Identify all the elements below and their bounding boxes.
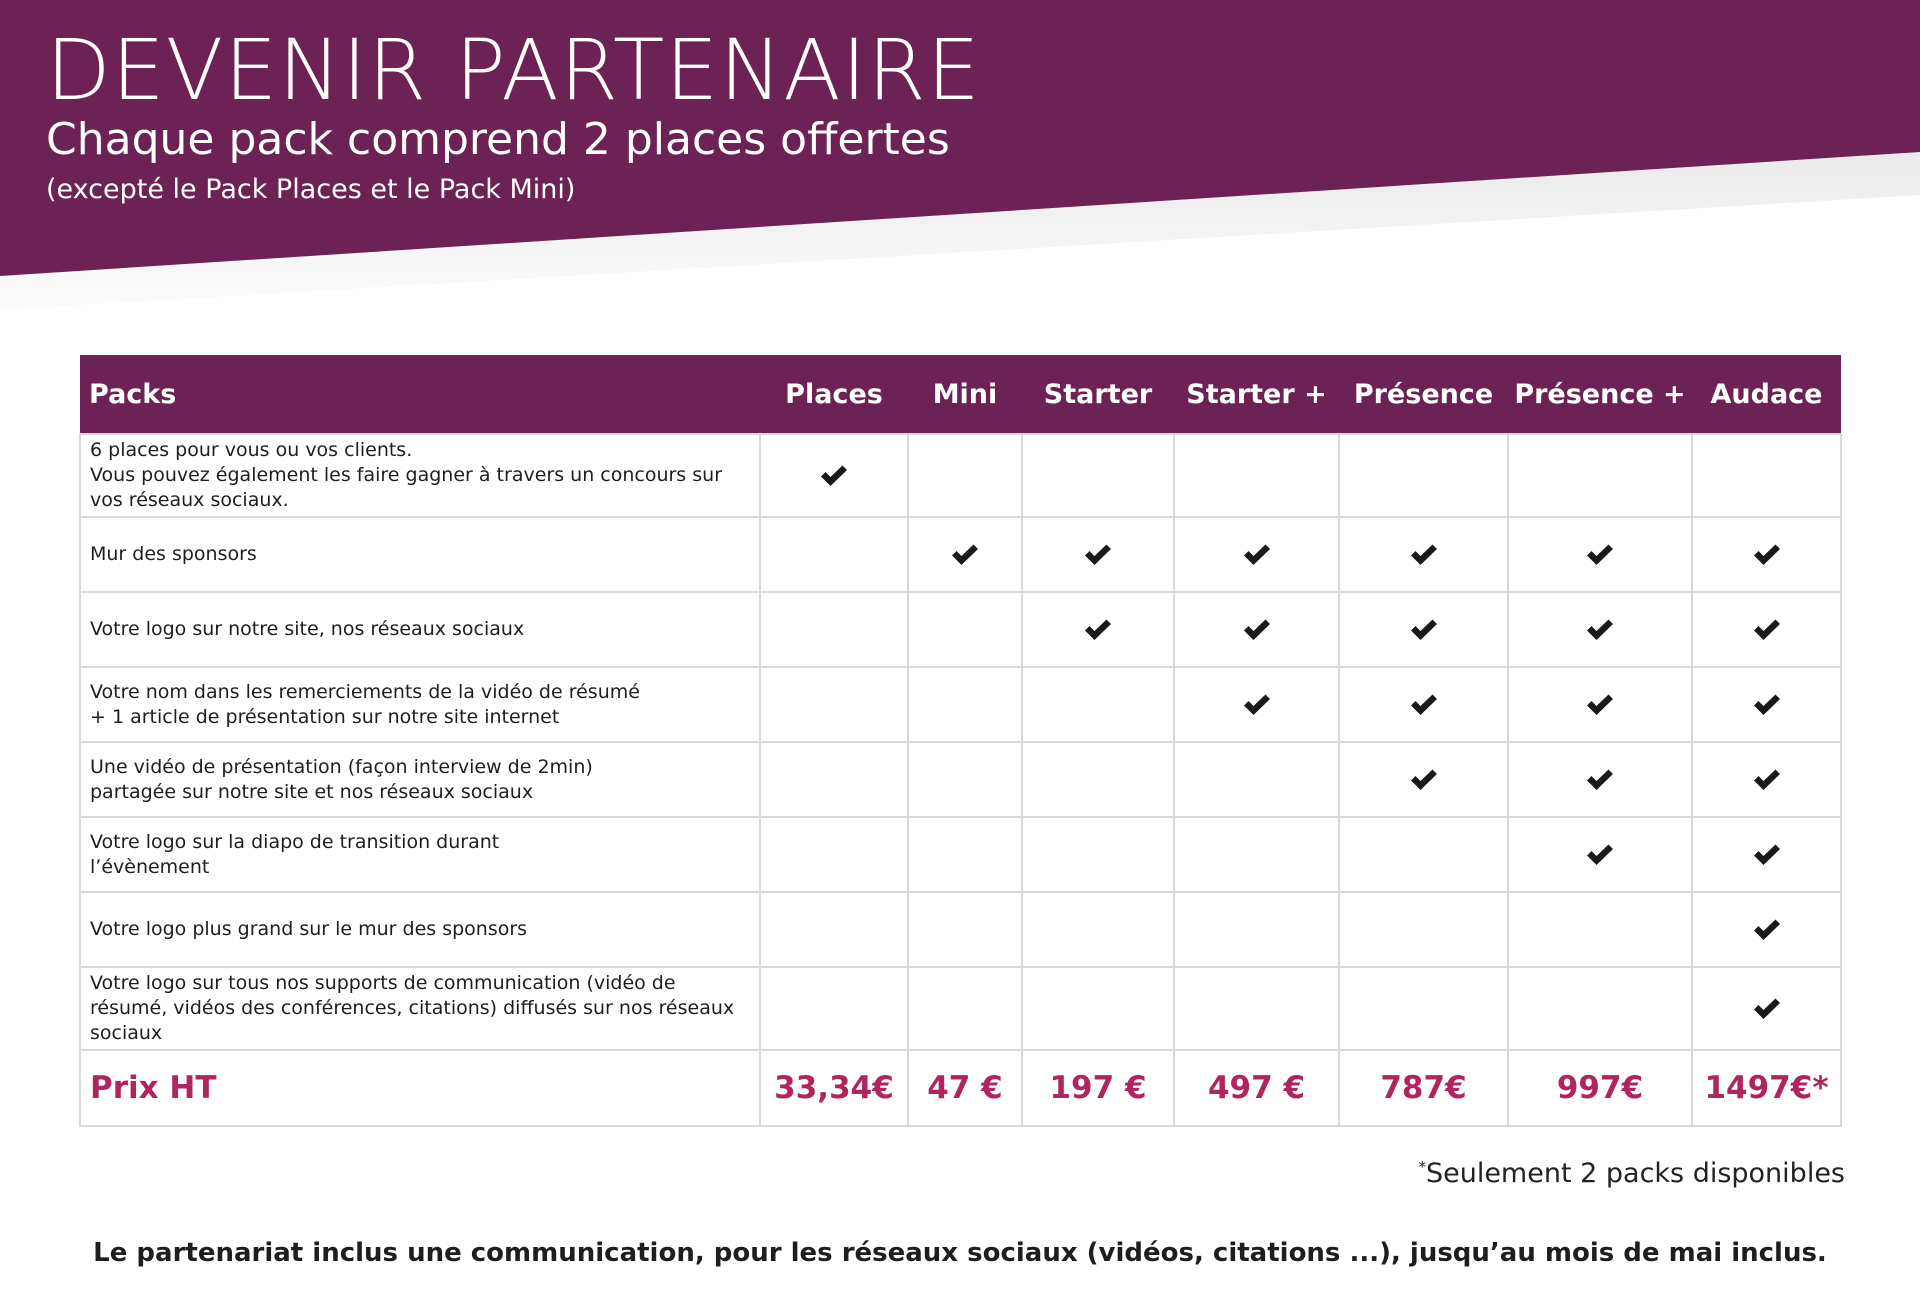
feature-label: Une vidéo de présentation (façon interview de 2min) partagée sur notre site et nos réseaux sociaux xyxy=(80,742,760,817)
check-cell xyxy=(1174,892,1339,967)
check-cell xyxy=(1022,892,1174,967)
check-cell xyxy=(1174,592,1339,667)
feature-label: Votre nom dans les remerciements de la vidéo de résumé + 1 article de présentation sur notre site internet xyxy=(80,667,760,742)
check-cell xyxy=(760,434,908,517)
check-cell xyxy=(1022,667,1174,742)
check-cell xyxy=(1339,517,1508,592)
checkmark-icon xyxy=(1409,768,1439,792)
check-cell xyxy=(908,517,1022,592)
check-cell xyxy=(1339,967,1508,1050)
table-row xyxy=(80,592,1841,667)
check-cell xyxy=(1508,967,1692,1050)
check-cell xyxy=(1339,667,1508,742)
check-cell xyxy=(1174,967,1339,1050)
check-cell xyxy=(1339,434,1508,517)
header-pack-presence: Présence xyxy=(1339,355,1508,434)
checkmark-icon xyxy=(1409,618,1439,642)
checkmark-icon xyxy=(1242,618,1272,642)
check-cell xyxy=(1174,517,1339,592)
check-cell xyxy=(760,892,908,967)
table-row xyxy=(80,892,1841,967)
check-cell xyxy=(908,742,1022,817)
price-starter-plus: 497 € xyxy=(1174,1050,1339,1126)
check-cell xyxy=(1692,967,1841,1050)
checkmark-icon xyxy=(1409,693,1439,717)
check-cell xyxy=(1022,517,1174,592)
checkmark-icon xyxy=(1409,543,1439,567)
checkmark-icon xyxy=(1242,543,1272,567)
checkmark-icon xyxy=(1585,693,1615,717)
check-cell xyxy=(1174,817,1339,892)
table-row xyxy=(80,434,1841,517)
check-cell xyxy=(760,967,908,1050)
table-row xyxy=(80,667,1841,742)
checkmark-icon xyxy=(1752,997,1782,1021)
price-places: 33,34€ xyxy=(760,1050,908,1126)
checkmark-icon xyxy=(1752,768,1782,792)
page-subtitle-note: (excepté le Pack Places et le Pack Mini) xyxy=(46,174,576,205)
price-label: Prix HT xyxy=(80,1050,760,1126)
check-cell xyxy=(908,667,1022,742)
checkmark-icon xyxy=(1585,543,1615,567)
checkmark-icon xyxy=(1083,543,1113,567)
check-cell xyxy=(760,817,908,892)
price-starter: 197 € xyxy=(1022,1050,1174,1126)
price-presence-plus: 997€ xyxy=(1508,1050,1692,1126)
checkmark-icon xyxy=(950,543,980,567)
feature-label: Mur des sponsors xyxy=(80,517,760,592)
table-row xyxy=(80,742,1841,817)
check-cell xyxy=(1692,667,1841,742)
feature-label: Votre logo plus grand sur le mur des sponsors xyxy=(80,892,760,967)
check-cell xyxy=(1692,817,1841,892)
checkmark-icon xyxy=(1585,843,1615,867)
table-row xyxy=(80,817,1841,892)
checkmark-icon xyxy=(819,464,849,488)
check-cell xyxy=(908,434,1022,517)
checkmark-icon xyxy=(1083,618,1113,642)
check-cell xyxy=(908,592,1022,667)
check-cell xyxy=(1508,667,1692,742)
table-body xyxy=(80,434,1841,1050)
checkmark-icon xyxy=(1585,768,1615,792)
price-row xyxy=(80,1050,1841,1126)
checkmark-icon xyxy=(1752,693,1782,717)
table-header-row xyxy=(80,355,1841,434)
check-cell xyxy=(1174,667,1339,742)
check-cell xyxy=(1692,434,1841,517)
check-cell xyxy=(1339,817,1508,892)
feature-label: Votre logo sur notre site, nos réseaux sociaux xyxy=(80,592,760,667)
checkmark-icon xyxy=(1752,843,1782,867)
check-cell xyxy=(1508,434,1692,517)
feature-label: Votre logo sur la diapo de transition durant l’évènement xyxy=(80,817,760,892)
check-cell xyxy=(1508,742,1692,817)
check-cell xyxy=(1339,592,1508,667)
check-cell xyxy=(1339,892,1508,967)
checkmark-icon xyxy=(1242,693,1272,717)
page-subtitle: Chaque pack comprend 2 places offertes xyxy=(46,114,950,165)
footer-text: Le partenariat inclus une communication, pour les réseaux sociaux (vidéos, citations ...), jusqu’au mois de mai inclus. xyxy=(93,1238,1827,1268)
check-cell xyxy=(1508,892,1692,967)
availability-footnote xyxy=(1418,1158,1845,1189)
header-pack-starter: Starter xyxy=(1022,355,1174,434)
table-row xyxy=(80,967,1841,1050)
check-cell xyxy=(1339,742,1508,817)
price-audace: 1497€* xyxy=(1692,1050,1841,1126)
check-cell xyxy=(760,517,908,592)
check-cell xyxy=(1174,742,1339,817)
check-cell xyxy=(1692,592,1841,667)
check-cell xyxy=(760,667,908,742)
check-cell xyxy=(1022,967,1174,1050)
check-cell xyxy=(1022,592,1174,667)
check-cell xyxy=(1022,434,1174,517)
check-cell xyxy=(1022,742,1174,817)
check-cell xyxy=(1692,742,1841,817)
checkmark-icon xyxy=(1752,918,1782,942)
checkmark-icon xyxy=(1752,543,1782,567)
check-cell xyxy=(1692,892,1841,967)
feature-label: 6 places pour vous ou vos clients. Vous pouvez également les faire gagner à travers un concours sur vos réseaux sociaux. xyxy=(80,434,760,517)
footnote-text: Seulement 2 packs disponibles xyxy=(1425,1158,1845,1189)
check-cell xyxy=(1022,817,1174,892)
check-cell xyxy=(1508,517,1692,592)
checkmark-icon xyxy=(1585,618,1615,642)
check-cell xyxy=(760,742,908,817)
check-cell xyxy=(908,817,1022,892)
header-pack-mini: Mini xyxy=(908,355,1022,434)
price-mini: 47 € xyxy=(908,1050,1022,1126)
check-cell xyxy=(760,592,908,667)
check-cell xyxy=(1508,592,1692,667)
header-pack-presence-plus: Présence + xyxy=(1508,355,1692,434)
packs-comparison-table xyxy=(79,355,1842,1127)
page-title: DEVENIR PARTENAIRE xyxy=(46,21,981,119)
header-packs: Packs xyxy=(80,355,760,434)
header-pack-starter-plus: Starter + xyxy=(1174,355,1339,434)
check-cell xyxy=(908,892,1022,967)
table-row xyxy=(80,517,1841,592)
footnote-marker: * xyxy=(1418,1158,1426,1176)
check-cell xyxy=(1692,517,1841,592)
price-presence: 787€ xyxy=(1339,1050,1508,1126)
check-cell xyxy=(908,967,1022,1050)
header-pack-places: Places xyxy=(760,355,908,434)
check-cell xyxy=(1174,434,1339,517)
header-pack-audace: Audace xyxy=(1692,355,1841,434)
feature-label: Votre logo sur tous nos supports de communication (vidéo de résumé, vidéos des conférences, citations) diffusés sur nos réseaux sociaux xyxy=(80,967,760,1050)
checkmark-icon xyxy=(1752,618,1782,642)
check-cell xyxy=(1508,817,1692,892)
